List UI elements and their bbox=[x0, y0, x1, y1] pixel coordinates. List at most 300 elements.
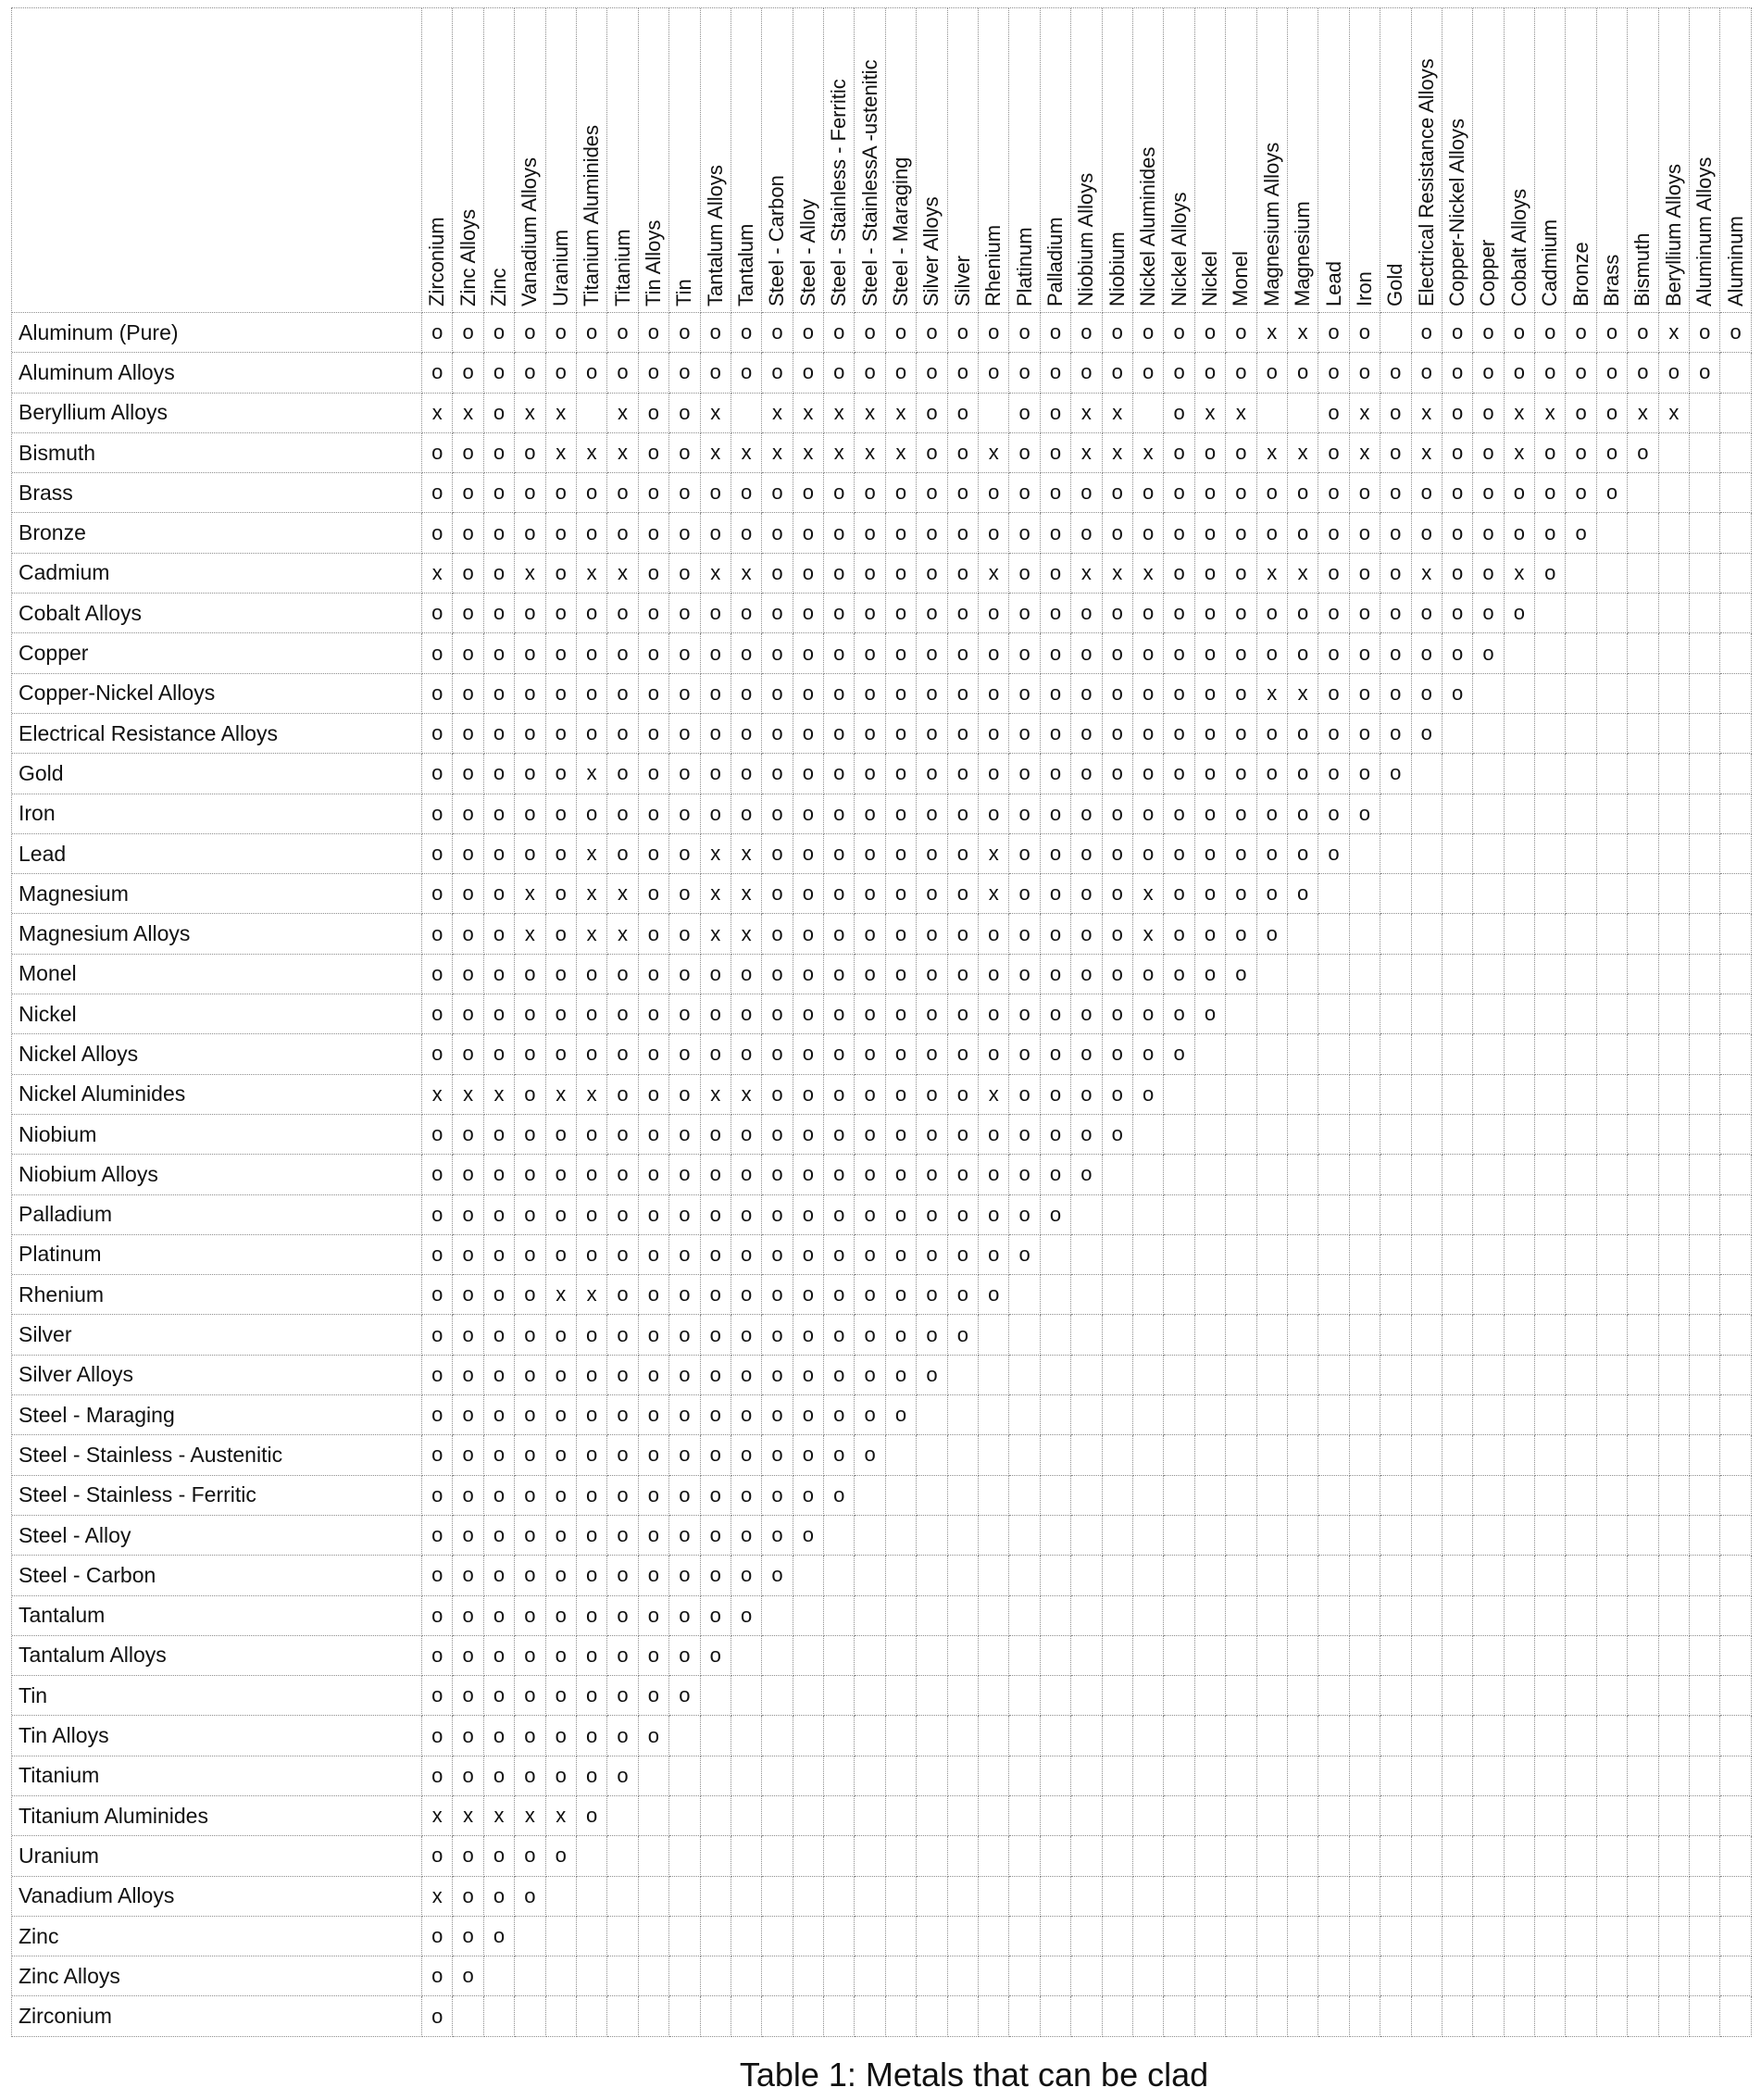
matrix-cell bbox=[1690, 1315, 1720, 1355]
matrix-cell bbox=[1473, 1877, 1504, 1917]
matrix-cell bbox=[1720, 1356, 1751, 1395]
matrix-cell: o bbox=[1412, 633, 1443, 673]
matrix-cell: o bbox=[546, 1235, 577, 1275]
matrix-cell: o bbox=[1103, 1075, 1133, 1115]
matrix-cell: o bbox=[669, 353, 700, 393]
matrix-cell bbox=[1659, 433, 1690, 473]
matrix-cell bbox=[1133, 1836, 1164, 1876]
column-header bbox=[1257, 8, 1288, 313]
matrix-cell: o bbox=[1009, 353, 1040, 393]
matrix-cell: o bbox=[824, 674, 855, 714]
matrix-cell: x bbox=[577, 1275, 607, 1315]
matrix-cell: x bbox=[979, 554, 1009, 594]
matrix-cell bbox=[1443, 754, 1473, 794]
matrix-cell bbox=[1720, 1155, 1751, 1194]
matrix-cell: o bbox=[1318, 313, 1349, 353]
matrix-cell: o bbox=[701, 1556, 731, 1595]
matrix-cell: o bbox=[453, 674, 483, 714]
matrix-cell bbox=[1720, 994, 1751, 1034]
matrix-cell: o bbox=[1226, 473, 1256, 513]
matrix-cell bbox=[1597, 1034, 1628, 1074]
matrix-cell bbox=[1318, 1476, 1349, 1516]
column-header bbox=[1505, 8, 1535, 313]
matrix-cell: o bbox=[422, 1315, 453, 1355]
matrix-cell bbox=[1009, 1395, 1040, 1435]
matrix-cell bbox=[1412, 1956, 1443, 1996]
matrix-cell bbox=[1473, 1235, 1504, 1275]
matrix-cell: o bbox=[669, 1516, 700, 1556]
matrix-cell bbox=[1103, 1476, 1133, 1516]
column-header bbox=[1690, 8, 1720, 313]
matrix-cell bbox=[1009, 1476, 1040, 1516]
matrix-cell: o bbox=[422, 1636, 453, 1676]
matrix-cell bbox=[793, 1996, 824, 2036]
row-label: Bismuth bbox=[12, 433, 422, 473]
matrix-cell bbox=[1473, 1275, 1504, 1315]
matrix-cell bbox=[1659, 1836, 1690, 1876]
matrix-cell bbox=[1659, 674, 1690, 714]
matrix-cell bbox=[1720, 394, 1751, 433]
matrix-cell: x bbox=[731, 433, 762, 473]
matrix-cell: o bbox=[453, 1235, 483, 1275]
matrix-cell: o bbox=[1257, 594, 1288, 633]
matrix-cell bbox=[1257, 955, 1288, 994]
matrix-cell bbox=[1257, 1395, 1288, 1435]
matrix-cell bbox=[1226, 1476, 1256, 1516]
matrix-cell bbox=[1505, 914, 1535, 954]
matrix-cell bbox=[731, 1996, 762, 2036]
matrix-cell bbox=[1412, 1556, 1443, 1595]
matrix-cell bbox=[1473, 1636, 1504, 1676]
matrix-cell bbox=[1566, 714, 1596, 754]
matrix-cell: o bbox=[855, 513, 885, 553]
matrix-cell: o bbox=[607, 1315, 638, 1355]
matrix-cell: o bbox=[607, 834, 638, 874]
matrix-cell bbox=[886, 1596, 917, 1636]
matrix-cell: x bbox=[1133, 914, 1164, 954]
matrix-cell: o bbox=[824, 473, 855, 513]
matrix-cell: o bbox=[1505, 353, 1535, 393]
matrix-cell bbox=[1380, 1956, 1411, 1996]
matrix-cell bbox=[1659, 1075, 1690, 1115]
matrix-cell bbox=[1505, 955, 1535, 994]
column-header bbox=[1535, 8, 1566, 313]
matrix-cell: o bbox=[1473, 473, 1504, 513]
matrix-cell bbox=[1690, 513, 1720, 553]
matrix-cell: o bbox=[1133, 674, 1164, 714]
matrix-cell bbox=[1628, 1476, 1658, 1516]
matrix-cell: x bbox=[577, 834, 607, 874]
matrix-cell: o bbox=[484, 1395, 515, 1435]
matrix-cell: o bbox=[1195, 754, 1226, 794]
matrix-cell bbox=[1659, 754, 1690, 794]
matrix-cell bbox=[1505, 633, 1535, 673]
matrix-cell bbox=[824, 1756, 855, 1796]
matrix-cell bbox=[1566, 1676, 1596, 1716]
matrix-cell bbox=[515, 1996, 545, 2036]
matrix-cell: o bbox=[453, 1395, 483, 1435]
matrix-cell: o bbox=[917, 714, 947, 754]
matrix-cell: o bbox=[1350, 313, 1380, 353]
matrix-cell: o bbox=[1009, 914, 1040, 954]
matrix-cell: o bbox=[1226, 353, 1256, 393]
matrix-cell: x bbox=[1257, 674, 1288, 714]
matrix-cell: o bbox=[762, 1075, 793, 1115]
matrix-cell bbox=[1226, 1356, 1256, 1395]
matrix-cell: o bbox=[607, 1115, 638, 1155]
matrix-cell bbox=[1257, 1516, 1288, 1556]
matrix-cell bbox=[1350, 1275, 1380, 1315]
matrix-cell: o bbox=[453, 1716, 483, 1756]
matrix-cell bbox=[1412, 1836, 1443, 1876]
column-header bbox=[546, 8, 577, 313]
matrix-cell bbox=[1505, 1836, 1535, 1876]
matrix-cell: o bbox=[762, 353, 793, 393]
matrix-cell: o bbox=[1690, 353, 1720, 393]
matrix-cell: o bbox=[948, 674, 979, 714]
matrix-cell: o bbox=[1041, 513, 1071, 553]
matrix-cell: o bbox=[453, 1115, 483, 1155]
matrix-cell bbox=[1690, 1636, 1720, 1676]
matrix-cell bbox=[1195, 1115, 1226, 1155]
matrix-cell: o bbox=[979, 1275, 1009, 1315]
matrix-cell bbox=[1071, 1796, 1102, 1836]
matrix-cell bbox=[979, 1996, 1009, 2036]
matrix-cell bbox=[1071, 1756, 1102, 1796]
matrix-cell: o bbox=[855, 313, 885, 353]
matrix-cell: o bbox=[639, 513, 669, 553]
matrix-cell: o bbox=[484, 714, 515, 754]
matrix-cell: o bbox=[1380, 473, 1411, 513]
matrix-cell bbox=[1009, 1956, 1040, 1996]
matrix-cell: o bbox=[886, 1315, 917, 1355]
matrix-cell: o bbox=[515, 1155, 545, 1194]
column-header bbox=[701, 8, 731, 313]
matrix-cell: o bbox=[1009, 473, 1040, 513]
matrix-cell bbox=[1473, 1315, 1504, 1355]
matrix-cell: o bbox=[546, 1195, 577, 1235]
matrix-cell: o bbox=[886, 834, 917, 874]
matrix-cell bbox=[1597, 1516, 1628, 1556]
matrix-cell: o bbox=[1288, 754, 1318, 794]
matrix-cell bbox=[917, 1716, 947, 1756]
matrix-cell: o bbox=[639, 473, 669, 513]
matrix-cell: o bbox=[1226, 914, 1256, 954]
matrix-cell: o bbox=[1009, 874, 1040, 914]
column-header-label: Cadmium bbox=[1538, 219, 1562, 306]
matrix-cell bbox=[886, 1636, 917, 1676]
matrix-cell bbox=[1535, 955, 1566, 994]
matrix-cell bbox=[1226, 1716, 1256, 1756]
matrix-cell: x bbox=[1288, 554, 1318, 594]
matrix-cell: o bbox=[1133, 513, 1164, 553]
matrix-cell bbox=[1628, 1877, 1658, 1917]
matrix-cell bbox=[731, 1836, 762, 1876]
matrix-cell: o bbox=[1318, 513, 1349, 553]
matrix-cell bbox=[701, 1877, 731, 1917]
column-header bbox=[639, 8, 669, 313]
matrix-cell: o bbox=[422, 513, 453, 553]
matrix-cell: o bbox=[453, 994, 483, 1034]
matrix-cell bbox=[1103, 1956, 1133, 1996]
matrix-cell: o bbox=[1009, 433, 1040, 473]
matrix-cell: o bbox=[1535, 433, 1566, 473]
matrix-cell bbox=[1566, 1275, 1596, 1315]
matrix-cell: o bbox=[731, 633, 762, 673]
matrix-cell bbox=[979, 1676, 1009, 1716]
matrix-cell bbox=[1226, 1315, 1256, 1355]
column-header bbox=[1628, 8, 1658, 313]
matrix-cell bbox=[1257, 1315, 1288, 1355]
column-header bbox=[824, 8, 855, 313]
matrix-cell: o bbox=[669, 1155, 700, 1194]
matrix-cell: o bbox=[577, 674, 607, 714]
matrix-cell bbox=[1505, 1235, 1535, 1275]
matrix-cell: o bbox=[1318, 834, 1349, 874]
matrix-cell bbox=[1690, 1917, 1720, 1956]
matrix-cell: o bbox=[607, 955, 638, 994]
matrix-cell bbox=[1659, 874, 1690, 914]
matrix-cell: o bbox=[453, 1155, 483, 1194]
matrix-cell bbox=[1380, 1917, 1411, 1956]
matrix-cell bbox=[948, 1716, 979, 1756]
matrix-cell bbox=[1535, 1034, 1566, 1074]
matrix-cell: o bbox=[1257, 834, 1288, 874]
matrix-cell bbox=[1720, 1556, 1751, 1595]
matrix-cell: o bbox=[1566, 473, 1596, 513]
matrix-cell bbox=[1443, 1115, 1473, 1155]
matrix-cell: o bbox=[422, 433, 453, 473]
matrix-cell bbox=[1195, 1235, 1226, 1275]
matrix-cell bbox=[1473, 1796, 1504, 1836]
matrix-cell bbox=[1288, 1235, 1318, 1275]
matrix-cell: o bbox=[639, 794, 669, 834]
matrix-cell bbox=[1535, 834, 1566, 874]
matrix-cell: o bbox=[979, 914, 1009, 954]
matrix-cell: o bbox=[1009, 1195, 1040, 1235]
matrix-cell bbox=[762, 1956, 793, 1996]
matrix-cell bbox=[1505, 674, 1535, 714]
matrix-cell: o bbox=[1133, 1075, 1164, 1115]
matrix-cell bbox=[917, 1877, 947, 1917]
matrix-cell bbox=[607, 1917, 638, 1956]
matrix-cell: o bbox=[422, 1836, 453, 1876]
matrix-cell: o bbox=[422, 1756, 453, 1796]
matrix-cell bbox=[1597, 1836, 1628, 1876]
matrix-cell: o bbox=[515, 674, 545, 714]
matrix-cell: o bbox=[855, 874, 885, 914]
matrix-cell bbox=[1720, 1315, 1751, 1355]
matrix-cell: x bbox=[453, 1796, 483, 1836]
matrix-cell: x bbox=[515, 874, 545, 914]
matrix-cell bbox=[1257, 1195, 1288, 1235]
matrix-cell: o bbox=[1164, 313, 1194, 353]
matrix-cell bbox=[1443, 1516, 1473, 1556]
matrix-cell: o bbox=[1009, 313, 1040, 353]
matrix-cell bbox=[639, 1996, 669, 2036]
matrix-cell bbox=[1133, 1115, 1164, 1155]
matrix-cell: o bbox=[515, 1356, 545, 1395]
matrix-cell bbox=[1659, 1917, 1690, 1956]
row-label: Niobium bbox=[12, 1115, 422, 1155]
matrix-cell: o bbox=[855, 554, 885, 594]
matrix-cell bbox=[1071, 1877, 1102, 1917]
matrix-cell bbox=[1690, 554, 1720, 594]
column-header-label: Silver bbox=[950, 255, 974, 306]
matrix-cell bbox=[948, 1356, 979, 1395]
matrix-cell: o bbox=[762, 1115, 793, 1155]
row-label: Nickel Aluminides bbox=[12, 1075, 422, 1115]
column-header-label: Steel - Stainless - Ferritic bbox=[827, 79, 851, 306]
matrix-cell: o bbox=[917, 554, 947, 594]
matrix-cell: o bbox=[855, 955, 885, 994]
matrix-cell bbox=[979, 1756, 1009, 1796]
matrix-cell bbox=[1597, 1235, 1628, 1275]
matrix-cell bbox=[1288, 1756, 1318, 1796]
matrix-cell: o bbox=[855, 754, 885, 794]
matrix-cell bbox=[979, 1877, 1009, 1917]
matrix-cell: o bbox=[546, 1395, 577, 1435]
matrix-cell bbox=[1628, 674, 1658, 714]
matrix-cell bbox=[1473, 1996, 1504, 2036]
matrix-cell bbox=[1318, 874, 1349, 914]
matrix-cell bbox=[979, 1796, 1009, 1836]
matrix-cell bbox=[1412, 1075, 1443, 1115]
matrix-cell bbox=[1103, 1917, 1133, 1956]
column-header-label: Palladium bbox=[1043, 217, 1067, 306]
matrix-cell bbox=[1628, 473, 1658, 513]
matrix-cell bbox=[1226, 1796, 1256, 1836]
matrix-cell bbox=[1318, 1356, 1349, 1395]
column-header bbox=[1195, 8, 1226, 313]
matrix-cell bbox=[979, 1836, 1009, 1876]
matrix-cell bbox=[1628, 513, 1658, 553]
matrix-cell bbox=[1195, 1435, 1226, 1475]
matrix-cell: o bbox=[824, 1235, 855, 1275]
matrix-cell: x bbox=[607, 433, 638, 473]
matrix-cell bbox=[1628, 874, 1658, 914]
matrix-cell: o bbox=[1380, 394, 1411, 433]
matrix-cell: o bbox=[484, 394, 515, 433]
matrix-cell: x bbox=[1659, 394, 1690, 433]
matrix-cell bbox=[1690, 674, 1720, 714]
matrix-cell bbox=[1690, 1877, 1720, 1917]
matrix-cell bbox=[546, 1877, 577, 1917]
matrix-cell: x bbox=[824, 394, 855, 433]
matrix-cell bbox=[1628, 955, 1658, 994]
matrix-cell: o bbox=[917, 513, 947, 553]
column-header-label: Niobium bbox=[1105, 231, 1129, 306]
matrix-cell bbox=[1443, 1716, 1473, 1756]
matrix-cell bbox=[1226, 1155, 1256, 1194]
matrix-cell: o bbox=[948, 554, 979, 594]
matrix-cell: o bbox=[855, 1395, 885, 1435]
matrix-cell bbox=[1535, 1476, 1566, 1516]
matrix-cell bbox=[1720, 1115, 1751, 1155]
matrix-cell: o bbox=[1318, 353, 1349, 393]
matrix-cell: o bbox=[1318, 754, 1349, 794]
matrix-cell: o bbox=[639, 1235, 669, 1275]
matrix-cell bbox=[731, 1756, 762, 1796]
matrix-cell bbox=[1288, 1796, 1318, 1836]
column-header-label: Iron bbox=[1352, 271, 1376, 306]
matrix-cell: o bbox=[1226, 513, 1256, 553]
matrix-cell: o bbox=[484, 1836, 515, 1876]
row-label: Beryllium Alloys bbox=[12, 394, 422, 433]
matrix-cell bbox=[917, 1556, 947, 1595]
matrix-cell bbox=[1720, 1596, 1751, 1636]
matrix-cell bbox=[1535, 1395, 1566, 1435]
matrix-cell bbox=[577, 1877, 607, 1917]
column-header-label: Bronze bbox=[1568, 242, 1592, 306]
matrix-cell bbox=[1505, 754, 1535, 794]
matrix-cell bbox=[1350, 834, 1380, 874]
matrix-cell bbox=[1380, 834, 1411, 874]
matrix-cell: o bbox=[515, 313, 545, 353]
matrix-cell: o bbox=[453, 513, 483, 553]
matrix-cell bbox=[1690, 594, 1720, 633]
matrix-cell: x bbox=[422, 1796, 453, 1836]
matrix-cell bbox=[1133, 1195, 1164, 1235]
matrix-cell: o bbox=[669, 955, 700, 994]
matrix-cell bbox=[1566, 674, 1596, 714]
matrix-cell: o bbox=[639, 1476, 669, 1516]
matrix-cell bbox=[1473, 1395, 1504, 1435]
matrix-cell: o bbox=[669, 674, 700, 714]
matrix-cell: x bbox=[577, 914, 607, 954]
matrix-cell bbox=[1412, 1356, 1443, 1395]
matrix-cell bbox=[1690, 1796, 1720, 1836]
matrix-cell: o bbox=[669, 394, 700, 433]
matrix-cell: o bbox=[1195, 994, 1226, 1034]
matrix-cell bbox=[1597, 794, 1628, 834]
matrix-cell: o bbox=[484, 1877, 515, 1917]
matrix-cell bbox=[1257, 1275, 1288, 1315]
matrix-cell: o bbox=[1041, 714, 1071, 754]
matrix-cell: o bbox=[484, 594, 515, 633]
matrix-cell bbox=[577, 1917, 607, 1956]
matrix-cell: x bbox=[546, 1075, 577, 1115]
matrix-cell: x bbox=[1535, 394, 1566, 433]
matrix-cell: o bbox=[979, 714, 1009, 754]
matrix-cell bbox=[1412, 1636, 1443, 1676]
matrix-cell: o bbox=[669, 1395, 700, 1435]
matrix-cell bbox=[1412, 1034, 1443, 1074]
matrix-cell bbox=[1628, 1956, 1658, 1996]
matrix-cell bbox=[1288, 1636, 1318, 1676]
matrix-cell bbox=[701, 1917, 731, 1956]
matrix-cell bbox=[1133, 1636, 1164, 1676]
matrix-cell: o bbox=[1350, 554, 1380, 594]
matrix-cell: o bbox=[1103, 513, 1133, 553]
matrix-cell: o bbox=[1103, 955, 1133, 994]
matrix-cell: o bbox=[546, 955, 577, 994]
matrix-cell: o bbox=[824, 1155, 855, 1194]
column-header-label: Lead bbox=[1321, 261, 1345, 306]
matrix-cell bbox=[855, 1836, 885, 1876]
matrix-cell: o bbox=[1350, 714, 1380, 754]
matrix-cell bbox=[1720, 1275, 1751, 1315]
matrix-cell: x bbox=[1505, 394, 1535, 433]
matrix-cell bbox=[1195, 1996, 1226, 2036]
matrix-cell bbox=[1380, 1075, 1411, 1115]
matrix-cell bbox=[1597, 1395, 1628, 1435]
row-label: Tantalum bbox=[12, 1596, 422, 1636]
matrix-cell bbox=[793, 1917, 824, 1956]
matrix-cell bbox=[886, 1556, 917, 1595]
column-header-label: Steel - Maraging bbox=[889, 156, 913, 306]
matrix-cell: o bbox=[1071, 714, 1102, 754]
